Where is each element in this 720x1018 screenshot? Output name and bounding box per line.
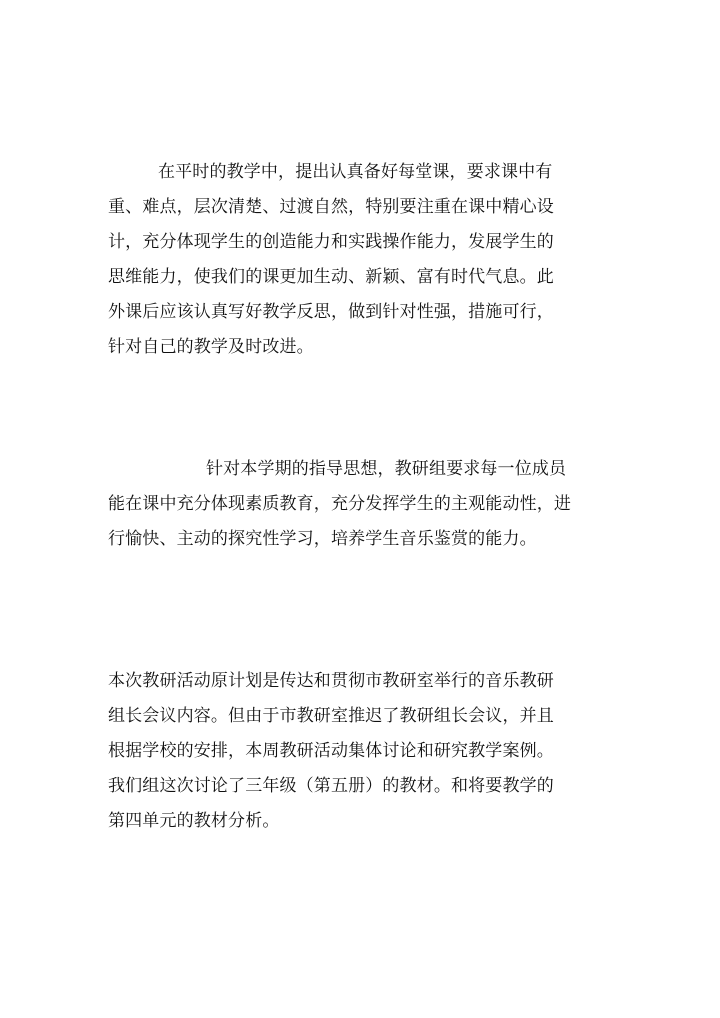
text-line: 计，充分体现学生的创造能力和实践操作能力，发展学生的 [108,232,554,252]
text-line: 组长会议内容。但由于市教研室推迟了教研组长会议，并且 [108,706,554,726]
text-line: 重、难点，层次清楚、过渡自然，特别要注重在课中精心设 [108,197,554,217]
text-line: 思维能力，使我们的课更加生动、新颖、富有时代气息。此 [108,267,554,287]
text-line: 本次教研活动原计划是传达和贯彻市教研室举行的音乐教研 [108,671,554,691]
paragraph-activity-summary [108,664,578,839]
text-line: 能在课中充分体现素质教育，充分发挥学生的主观能动性，进 [108,494,572,514]
text-line: 针对自己的教学及时改进。 [108,337,314,357]
text-line: 外课后应该认真写好教学反思，做到针对性强，措施可行， [108,302,554,322]
text-line: 我们组这次讨论了三年级（第五册）的教材。和将要教学的 [108,776,554,796]
paragraph-guiding-ideas [108,452,578,557]
text-line: 行愉快、主动的探究性学习，培养学生音乐鉴赏的能力。 [108,529,537,549]
text-line: 根据学校的安排，本周教研活动集体讨论和研究教学案例。 [108,741,554,761]
text-line: 第四单元的教材分析。 [108,811,280,831]
text-line: 在平时的教学中，提出认真备好每堂课，要求课中有 [158,162,553,182]
text-line: 针对本学期的指导思想，教研组要求每一位成员 [206,459,567,479]
paragraph-teaching-requirements [108,155,578,365]
